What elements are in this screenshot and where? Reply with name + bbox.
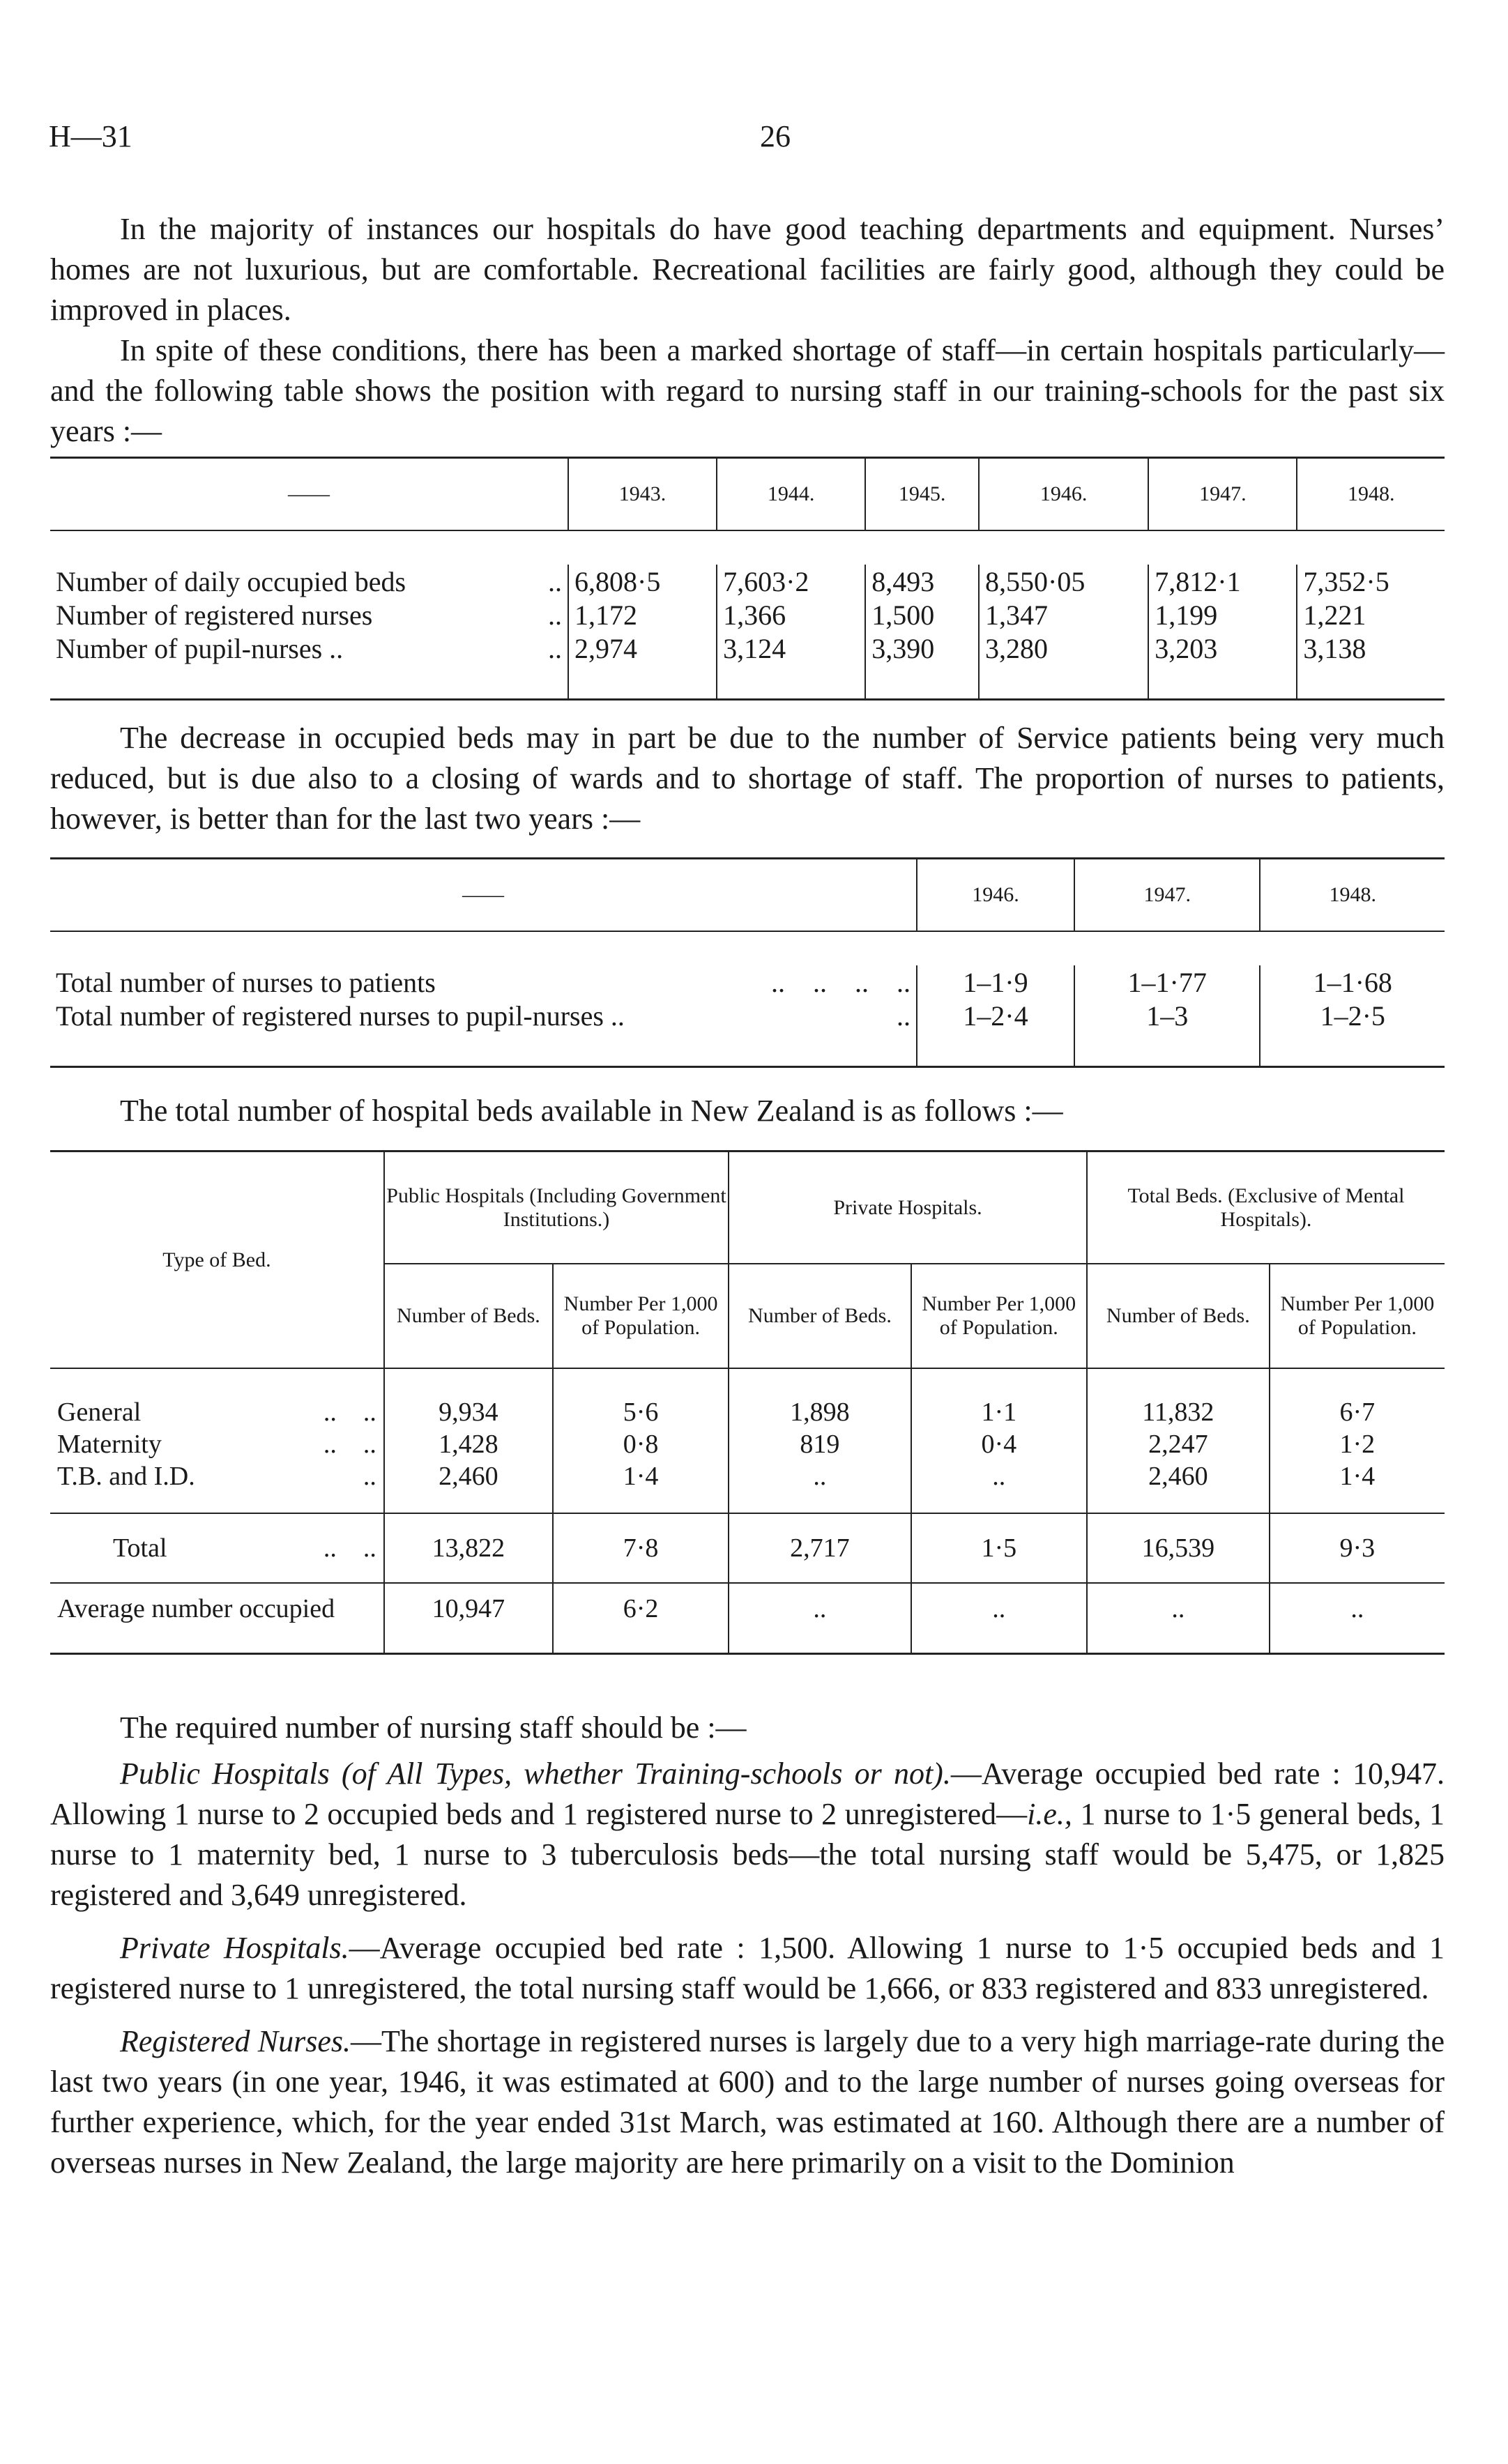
table-row: [50, 999, 1445, 1032]
paragraph-4: The total number of hospital beds available in New Zealand is as follows :—: [120, 1094, 1063, 1128]
row-label: Total number of nurses to patients .. .. .. ..: [56, 966, 911, 998]
table-cell: 1·5: [911, 1513, 1087, 1583]
page-number: 26: [760, 119, 791, 153]
row-label: Total .. ..: [113, 1533, 376, 1563]
year-header: 1948.: [1297, 459, 1445, 530]
table-cell: 1,500: [865, 598, 979, 632]
table-cell: 3,138: [1297, 632, 1445, 665]
row-label: Maternity .. ..: [57, 1430, 376, 1459]
row-label: Total number of registered nurses to pupil-nurses .. ..: [56, 1000, 911, 1032]
table-cell: 1,199: [1148, 598, 1297, 632]
table-cell: 1,172: [568, 598, 717, 632]
table-cell: 1·4: [553, 1460, 729, 1492]
table-row: [50, 632, 1445, 665]
paragraph-2: In spite of these conditions, there has been a marked shortage of staff—in certain hospitals particularly—and the following table shows the position with regard to nursing staff in our training-schools for the past six years :—: [50, 333, 1445, 448]
group-header-total: Total Beds. (Exclusive of Mental Hospitals).: [1087, 1152, 1445, 1264]
table-cell: 7,812·1: [1148, 565, 1297, 598]
group-header-public: Public Hospitals (Including Government Institutions.): [384, 1152, 729, 1264]
beds-table-group-header: [50, 1152, 1445, 1264]
table-cell: 1–1·77: [1074, 965, 1261, 999]
ratio-table: [50, 857, 1445, 1068]
paragraph-registered-nurses: Registered Nurses.—The shortage in registered nurses is largely due to a very high marriage-rate during the last two years (in one year, 1946, it was estimated at 600) and to the large number of nurses going overseas for further experience, which, for the year ended 31st March, was estimated at 160. Although there are a number of overseas nurses in New Zealand, the large majority are here primarily on a visit to the Dominion: [50, 2024, 1445, 2180]
table-row: [50, 1460, 1445, 1492]
number-of-beds-header: Number of Beds.: [729, 1264, 911, 1368]
year-header: 1946.: [979, 459, 1148, 530]
row-label: General .. ..: [57, 1398, 376, 1427]
average-row: [50, 1583, 1445, 1653]
public-hospitals-heading: Public Hospitals (of All Types, whether Training-schools or not).: [120, 1757, 951, 1791]
total-row: [50, 1513, 1445, 1583]
registered-nurses-heading: Registered Nurses.: [120, 2024, 351, 2058]
year-header: 1943.: [568, 459, 717, 530]
table-cell: ..: [1087, 1583, 1270, 1653]
section-3: [50, 718, 1445, 839]
year-header: 1945.: [865, 459, 979, 530]
paragraph-private-hospitals: Private Hospitals.—Average occupied bed rate : 1,500. Allowing 1 nurse to 1·5 occupied beds and 1 registered nurse to 1 unregistered, the total nursing staff would be 1,666, or 833 registered and 833 unregistered.: [50, 1931, 1445, 2005]
table-cell: 7,603·2: [717, 565, 865, 598]
table-cell: 9,934: [384, 1396, 553, 1428]
table-cell: 3,203: [1148, 632, 1297, 665]
type-of-bed-header: Type of Bed.: [162, 1248, 271, 1271]
table-cell: 1,898: [729, 1396, 911, 1428]
table-cell: 6·7: [1270, 1396, 1445, 1428]
group-header-private: Private Hospitals.: [729, 1152, 1087, 1264]
row-label: Number of daily occupied beds ..: [56, 565, 562, 597]
paragraph-1: In the majority of instances our hospitals do have good teaching departments and equipment. Nurses’ homes are not luxurious, but are comfortable. Recreational facilities are fairly good, although they could be improved in places.: [50, 212, 1445, 327]
private-hospitals-heading: Private Hospitals.: [120, 1931, 349, 1965]
year-header: 1947.: [1148, 459, 1297, 530]
table-cell: 0·8: [553, 1428, 729, 1460]
table-cell: 1,347: [979, 598, 1148, 632]
section-4: [50, 1091, 1445, 1131]
table-cell: 1–2·5: [1260, 999, 1445, 1032]
table-cell: 0·4: [911, 1428, 1087, 1460]
table-cell: 1·4: [1270, 1460, 1445, 1492]
paragraph-3: The decrease in occupied beds may in part be due to the number of Service patients being very much reduced, but is due also to a closing of wards and to shortage of staff. The proportion of nurses to patients, however, is better than for the last two years :—: [50, 721, 1445, 836]
table-row: [50, 565, 1445, 598]
per-population-header: Number Per 1,000 of Population.: [553, 1264, 729, 1368]
per-population-header: Number Per 1,000 of Population.: [911, 1264, 1087, 1368]
table-cell: 9·3: [1270, 1513, 1445, 1583]
table-row: [50, 598, 1445, 632]
paragraph-5: The required number of nursing staff should be :—: [120, 1711, 747, 1745]
table-cell: 1·2: [1270, 1428, 1445, 1460]
ratio-table-corner: ——: [50, 859, 917, 931]
table-cell: 3,390: [865, 632, 979, 665]
table-cell: ..: [911, 1583, 1087, 1653]
table-cell: 1–1·68: [1260, 965, 1445, 999]
year-header: 1947.: [1074, 859, 1261, 931]
table-cell: 1–3: [1074, 999, 1261, 1032]
table-cell: 2,460: [1087, 1460, 1270, 1492]
row-label: Average number occupied: [57, 1594, 335, 1623]
table-cell: 3,124: [717, 632, 865, 665]
table-cell: 8,550·05: [979, 565, 1148, 598]
table-cell: 5·6: [553, 1396, 729, 1428]
table-cell: ..: [729, 1460, 911, 1492]
table-cell: 2,247: [1087, 1428, 1270, 1460]
table-cell: 1,428: [384, 1428, 553, 1460]
table-cell: 13,822: [384, 1513, 553, 1583]
ratio-table-header: [50, 859, 1445, 931]
table-cell: ..: [729, 1583, 911, 1653]
table-cell: 7,352·5: [1297, 565, 1445, 598]
staff-table-header: [50, 459, 1445, 530]
table-cell: 6·2: [553, 1583, 729, 1653]
table-cell: 1–2·4: [917, 999, 1074, 1032]
table-cell: 10,947: [384, 1583, 553, 1653]
page-header: [49, 118, 1459, 160]
table-cell: 11,832: [1087, 1396, 1270, 1428]
closing-section: [50, 1708, 1445, 2183]
table-cell: 6,808·5: [568, 565, 717, 598]
row-label: T.B. and I.D. ..: [57, 1462, 376, 1491]
staff-table: [50, 457, 1445, 701]
intro-section: [50, 209, 1445, 452]
beds-table: [50, 1150, 1445, 1655]
table-cell: 2,717: [729, 1513, 911, 1583]
table-cell: 3,280: [979, 632, 1148, 665]
table-cell: 1,221: [1297, 598, 1445, 632]
table-row: [50, 1396, 1445, 1428]
staff-table-corner: ——: [50, 459, 568, 530]
table-cell: 7·8: [553, 1513, 729, 1583]
table-cell: ..: [1270, 1583, 1445, 1653]
table-row: [50, 965, 1445, 999]
table-cell: 8,493: [865, 565, 979, 598]
year-header: 1944.: [717, 459, 865, 530]
row-label: Number of registered nurses ..: [56, 599, 562, 631]
table-cell: 2,974: [568, 632, 717, 665]
table-cell: ..: [911, 1460, 1087, 1492]
table-cell: 1–1·9: [917, 965, 1074, 999]
year-header: 1948.: [1260, 859, 1445, 931]
table-cell: 1,366: [717, 598, 865, 632]
document-reference: H—31: [49, 119, 132, 153]
table-cell: 16,539: [1087, 1513, 1270, 1583]
number-of-beds-header: Number of Beds.: [1087, 1264, 1270, 1368]
table-cell: 819: [729, 1428, 911, 1460]
number-of-beds-header: Number of Beds.: [384, 1264, 553, 1368]
paragraph-public-hospitals: Public Hospitals (of All Types, whether Training-schools or not).—Average occupied bed rate : 10,947. Allowing 1 nurse to 2 occupied beds and 1 registered nurse to 2 unregistered—i.e., 1 nurse to 1·5 general beds, 1 nurse to 1 maternity bed, 1 nurse to 3 tuberculosis beds—the total nursing staff would be 5,475, or 1,825 registered and 3,649 unregistered.: [50, 1757, 1445, 1912]
year-header: 1946.: [917, 859, 1074, 931]
table-cell: 1·1: [911, 1396, 1087, 1428]
per-population-header: Number Per 1,000 of Population.: [1270, 1264, 1445, 1368]
table-row: [50, 1428, 1445, 1460]
table-cell: 2,460: [384, 1460, 553, 1492]
row-label: Number of pupil-nurses .. ..: [56, 632, 562, 664]
